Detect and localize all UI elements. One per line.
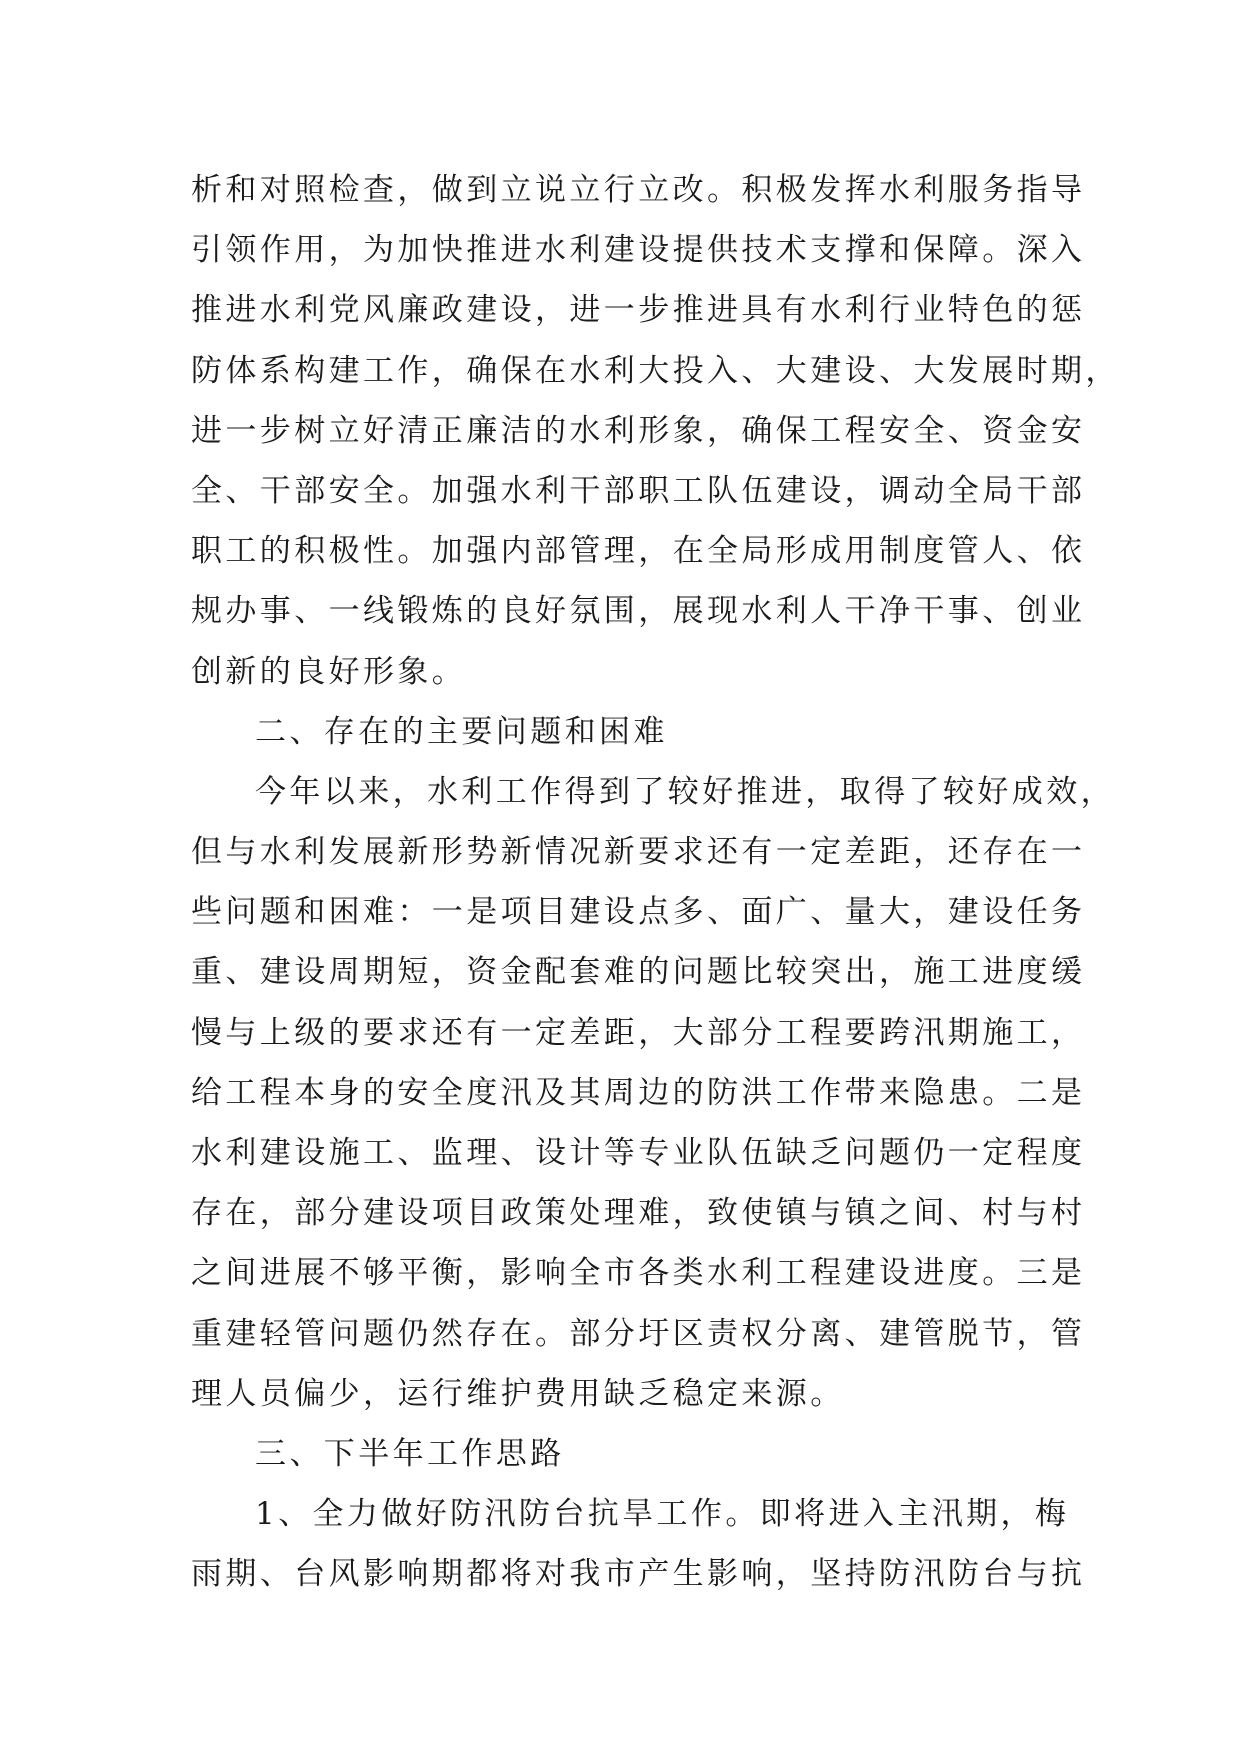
text-line: 防体系构建工作，确保在水利大投入、大建设、大发展时期， [191, 352, 1120, 389]
text-line: 全、干部安全。加强水利干部职工队伍建设，调动全局干部 [191, 472, 1086, 509]
text-line: 水利建设施工、监理、设计等专业队伍缺乏问题仍一定程度 [191, 1135, 1086, 1171]
text-line: 今年以来，水利工作得到了较好推进，取得了较好成效， [255, 773, 1115, 810]
text-line: 进一步树立好清正廉洁的水利形象，确保工程安全、资金安 [191, 412, 1086, 449]
text-line: 创新的良好形象。 [191, 653, 467, 690]
text-line: 规办事、一线锻炼的良好氛围，展现水利人干净干事、创业 [191, 593, 1086, 630]
text-line: 三、下半年工作思路 [255, 1435, 565, 1472]
text-line: 但与水利发展新形势新情况新要求还有一定差距，还存在一 [191, 834, 1086, 871]
text-line: 些问题和困难：一是项目建设点多、面广、量大，建设任务 [191, 894, 1086, 931]
text-line: 慢与上级的要求还有一定差距，大部分工程要跨汛期施工， [191, 1014, 1086, 1051]
text-line: 给工程本身的安全度汛及其周边的防洪工作带来隐患。二是 [191, 1074, 1086, 1111]
text-line: 重、建设周期短，资金配套难的问题比较突出，施工进度缓 [191, 954, 1086, 991]
document-body [191, 160, 1120, 1605]
text-line: 理人员偏少，运行维护费用缺乏稳定来源。 [191, 1375, 845, 1412]
text-line: 重建轻管问题仍然存在。部分圩区责权分离、建管脱节，管 [191, 1315, 1086, 1352]
text-line: 引领作用，为加快推进水利建设提供技术支撑和保障。深入 [191, 232, 1086, 269]
text-line: 职工的积极性。加强内部管理，在全局形成用制度管人、依 [191, 533, 1086, 570]
text-line: 二、存在的主要问题和困难 [255, 713, 668, 750]
text-line: 1、全力做好防汛防台抗旱工作。即将进入主汛期，梅 [255, 1496, 1070, 1533]
text-line: 推进水利党风廉政建设，进一步推进具有水利行业特色的惩 [191, 292, 1086, 329]
text-line: 存在，部分建设项目政策处理难，致使镇与镇之间、村与村 [191, 1195, 1086, 1232]
text-line: 之间进展不够平衡，影响全市各类水利工程建设进度。三是 [191, 1255, 1086, 1292]
text-line: 雨期、台风影响期都将对我市产生影响，坚持防汛防台与抗 [191, 1556, 1086, 1593]
text-line: 析和对照检查，做到立说立行立改。积极发挥水利服务指导 [191, 172, 1086, 208]
